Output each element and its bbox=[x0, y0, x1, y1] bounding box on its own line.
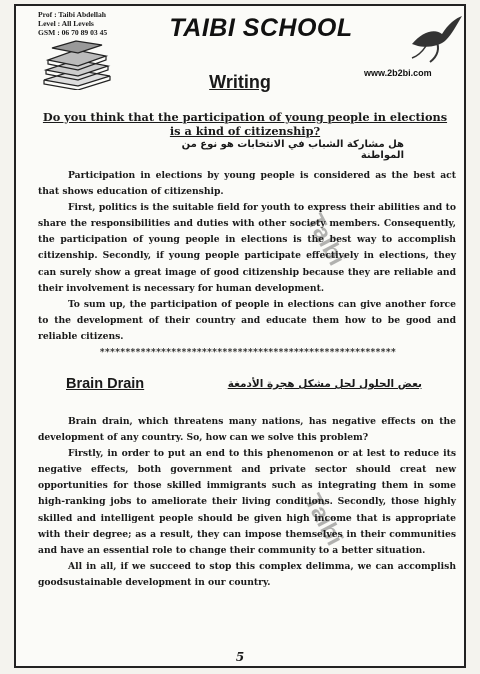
section-title-brain-drain: Brain Drain bbox=[66, 376, 145, 392]
essay-paragraph: Participation in elections by young people is considered as the best act that shows education of citizenship. bbox=[38, 170, 456, 198]
website-link: www.2b2bi.com bbox=[364, 68, 432, 78]
worksheet-page bbox=[14, 4, 466, 668]
watermark-stamp: Taibi bbox=[300, 209, 351, 271]
essay-paragraph: Brain drain, which threatens many nations, has negative effects on the development of any country. So, how can we solve this problem? bbox=[38, 416, 456, 444]
brain-drain-essay bbox=[38, 414, 456, 591]
bird-logo-icon bbox=[406, 14, 464, 64]
arabic-brain-drain-title: بعض الحلول لحل مشكل هجرة الأدمغة bbox=[227, 378, 422, 390]
writing-essay bbox=[38, 168, 456, 345]
level-line: Level : All Levels bbox=[38, 19, 94, 28]
essay-paragraph: All in all, if we succeed to stop this complex delimma, we can accomplish goodsustainable development in our country. bbox=[38, 560, 456, 588]
essay-paragraph: To sum up, the participation of people in elections can give another force to the development of their country and educate them how to be good and reliable citizens. bbox=[38, 298, 456, 342]
writing-question: Do you think that the participation of young people in elections is a kind of citizenship? bbox=[42, 110, 448, 138]
page-number: 5 bbox=[235, 650, 245, 664]
essay-paragraph: First, politics is the suitable field for youth to express their abilities and to share the responsibilities and duties with other society members. Consequently, the participation of young people in elections is the best way to accomplish citizenship. Secondly, if young people participate effectively in elections, they can surely show a great image of good citizenship because they are reliable and their involvement is necessary for human development. bbox=[38, 202, 456, 294]
watermark-stamp: Taibi bbox=[298, 489, 349, 551]
prof-line: Prof : Taibi Abdellah bbox=[38, 10, 107, 19]
teacher-info bbox=[38, 10, 107, 37]
section-title-writing: Writing bbox=[209, 72, 271, 92]
school-name: TAIBI SCHOOL bbox=[169, 14, 353, 42]
essay-paragraph: Firstly, in order to put an end to this phenomenon or at lest to reduce its negative effects, both government and private sector should creat new opportunities for those skilled immigrants such as integrating them in some high-ranking jobs to ameliorate their living conditions. Secondly, those highly skilled and intelligent people should be given high income that is appropriate with their degree; as a result, they can impose themselves in their communities and have an essential role to change their community to a better situation. bbox=[38, 448, 456, 556]
arabic-question: هل مشاركة الشباب في الانتخابات هو نوع من المواطنة bbox=[181, 139, 404, 161]
gsm-line: GSM : 06 70 89 03 45 bbox=[38, 28, 108, 37]
star-divider: ********************************************************** bbox=[99, 348, 397, 358]
